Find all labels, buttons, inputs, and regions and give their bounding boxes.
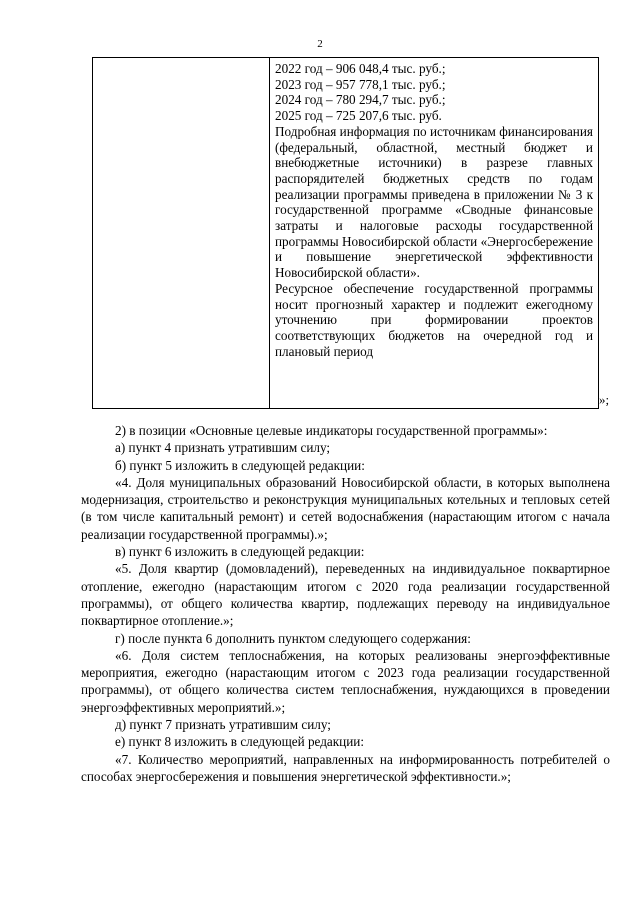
page-number: 2 bbox=[317, 38, 323, 50]
funding-line-2023: 2023 год – 957 778,1 тыс. руб.; bbox=[275, 76, 446, 92]
paragraph: «5. Доля квартир (домовладений), переведенных на индивидуальное поквартирное отопление, ежегодно (нарастающим итогом с 2020 года реализации государственной программы), от общего количества квартир, подлежащих переводу на индивидуальное поквартирное отопление.»; bbox=[81, 561, 610, 629]
table-cell-right bbox=[270, 58, 599, 409]
closing-quote: »; bbox=[599, 392, 610, 407]
funding-line-2025: 2025 год – 725 207,6 тыс. руб. bbox=[275, 108, 442, 124]
funding-line-2024: 2024 год – 780 294,7 тыс. руб.; bbox=[275, 92, 446, 108]
paragraph: «4. Доля муниципальных образований Новосибирской области, в которых выполнена модернизация, строительство и реконструкция муниципальных котельных и тепловых сетей (в том числе капитальный ремонт) и сетей водоснабжения (нарастающим итогом с начала реализации государственной программы).»; bbox=[81, 474, 610, 542]
paragraph: б) пункт 5 изложить в следующей редакции: bbox=[115, 457, 365, 473]
paragraph: а) пункт 4 признать утратившим силу; bbox=[115, 440, 331, 456]
funding-detail-paragraph: Подробная информация по источникам финансирования (федеральный, областной, местный бюджет и внебюджетные источники) в разрезе главных распорядителей бюджетных средств по годам реализации программы приведена в приложении № 3 к государственной программе «Сводные финансовые затраты и налоговые расходы государственной программы Новосибирской области «Энергосбережение и повышение энергетической эффективности Новосибирской области». bbox=[275, 123, 593, 281]
paragraph: «7. Количество мероприятий, направленных на информированность потребителей о способах энергосбережения и повышения энергетической эффективности.»; bbox=[81, 751, 610, 784]
paragraph: д) пункт 7 признать утратившим силу; bbox=[115, 717, 331, 733]
resource-paragraph: Ресурсное обеспечение государственной программы носит прогнозный характер и подлежит ежегодному уточнению при формировании проектов соответствующих бюджетов на очередной год и плановый период bbox=[275, 280, 593, 359]
funding-line-2022: 2022 год – 906 048,4 тыс. руб.; bbox=[275, 61, 446, 76]
program-table bbox=[92, 57, 599, 409]
paragraph: в) пункт 6 изложить в следующей редакции: bbox=[115, 544, 365, 560]
table-row bbox=[93, 58, 599, 409]
paragraph: «6. Доля систем теплоснабжения, на которых реализованы энергоэффективные мероприятия, ежегодно (нарастающим итогом с 2023 года реализации государственной программы), от общего количества систем теплоснабжения, нуждающихся в проведении энергоэффективных мероприятий.»; bbox=[81, 647, 610, 715]
paragraph: г) после пункта 6 дополнить пунктом следующего содержания: bbox=[115, 630, 471, 646]
table-cell-left bbox=[93, 58, 270, 409]
paragraph: 2) в позиции «Основные целевые индикаторы государственной программы»: bbox=[115, 423, 548, 438]
paragraph: е) пункт 8 изложить в следующей редакции: bbox=[115, 734, 365, 750]
amendment-text bbox=[81, 422, 610, 785]
